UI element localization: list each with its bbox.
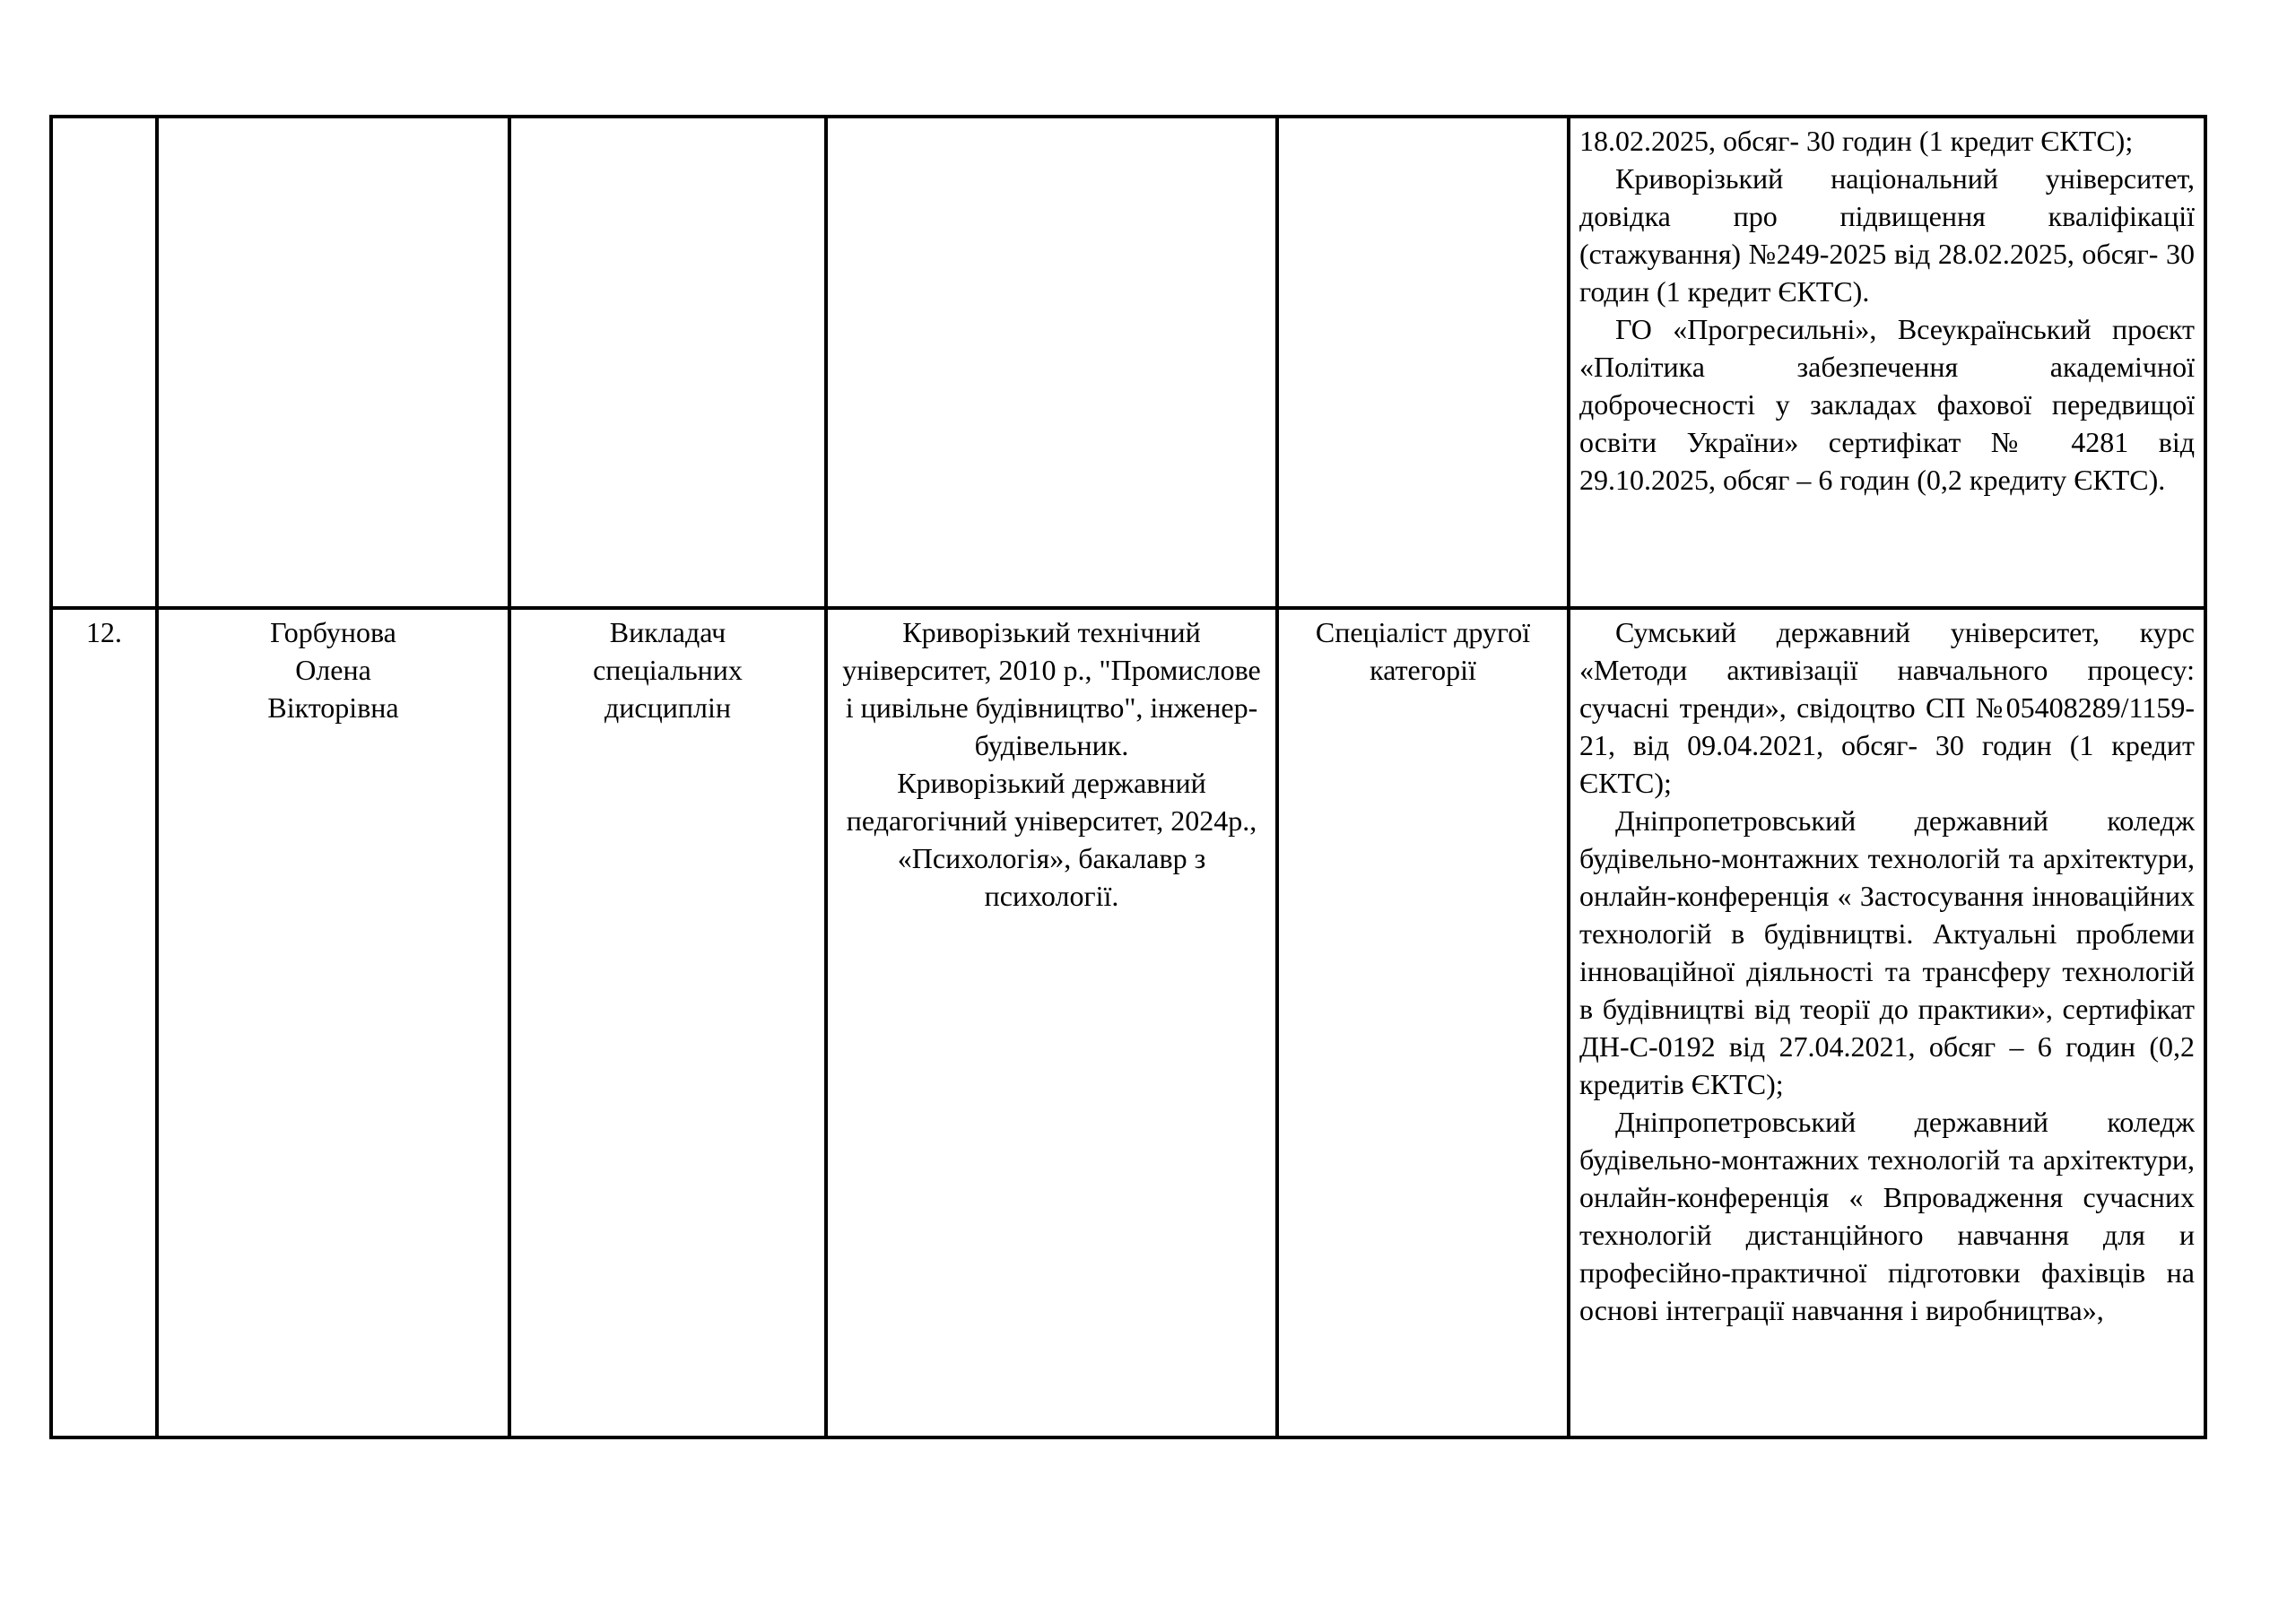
- cell-teacher-name: [157, 117, 509, 608]
- table-row-12: [51, 608, 2205, 1437]
- paragraph: Дніпропетровський державний коледж будівельно-монтажних технологій та архітектури, онлайн-конференція « Впровадження сучасних технологій дистанційного навчання для и професійно-практичної підготовки фахівців на основі інтеграції навчання і виробництва»,: [1579, 1106, 2195, 1326]
- cell-position: [509, 117, 826, 608]
- cell-row-number: [51, 117, 157, 608]
- cell-education: [826, 117, 1277, 608]
- cell-qualification: [1569, 608, 2205, 1437]
- paragraph: Горбунова: [270, 616, 396, 648]
- paragraph: Сумський державний університет, курс «Методи активізації навчального процесу: сучасні тренди», свідоцтво СП №05408289/1159-21, від 09.04.2021, обсяг- 30 годин (1 кредит ЄКТС);: [1579, 616, 2195, 799]
- cell-education: [826, 608, 1277, 1437]
- cell-category: [1277, 117, 1569, 608]
- staff-qualification-table: [49, 115, 2207, 1439]
- cell-teacher-name: [157, 608, 509, 1437]
- cell-row-number: [51, 608, 157, 1437]
- row-number-text: 12.: [86, 616, 122, 648]
- paragraph: Вікторівна: [267, 691, 399, 724]
- paragraph: Криворізький національний університет, довідка про підвищення кваліфікації (стажування) №249-2025 від 28.02.2025, обсяг- 30 годин (1 кредит ЄКТС).: [1579, 162, 2195, 308]
- cell-qualification-continuation: [1569, 117, 2205, 608]
- paragraph: дисциплін: [604, 691, 731, 724]
- cell-category: [1277, 608, 1569, 1437]
- paragraph: спеціальних: [593, 654, 743, 686]
- paragraph: Олена: [295, 654, 371, 686]
- paragraph: Криворізький державний педагогічний університет, 2024р., «Психологія», бакалавр з психології.: [846, 767, 1257, 912]
- paragraph: ГО «Прогресильні», Всеукраїнський проєкт «Політика забезпечення академічної доброчесності у закладах фахової передвищої освіти України» сертифікат № 4281 від 29.10.2025, обсяг – 6 годин (0,2 кредиту ЄКТС).: [1579, 313, 2195, 496]
- table-row-continuation: [51, 117, 2205, 608]
- cell-position: [509, 608, 826, 1437]
- category-text: Спеціаліст другої категорії: [1315, 616, 1531, 686]
- paragraph: Викладач: [609, 616, 726, 648]
- paragraph: Криворізький технічний університет, 2010 р., "Промислове і цивільне будівництво", інженер-будівельник.: [842, 616, 1261, 761]
- paragraph: Дніпропетровський державний коледж будівельно-монтажних технологій та архітектури, онлайн-конференція « Застосування інноваційних технологій в будівництві. Актуальні проблеми інноваційної діяльності та трансферу технологій в будівництві від теорії до практики», сертифікат ДН-С-0192 від 27.04.2021, обсяг – 6 годин (0,2 кредитів ЄКТС);: [1579, 804, 2195, 1100]
- paragraph: 18.02.2025, обсяг- 30 годин (1 кредит ЄКТС);: [1579, 125, 2134, 157]
